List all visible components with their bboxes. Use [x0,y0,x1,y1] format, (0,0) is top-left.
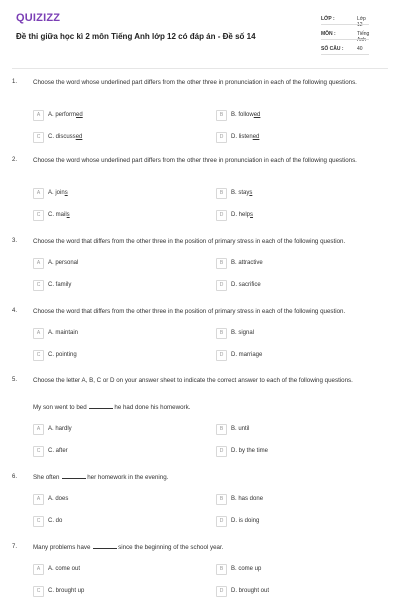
option-label: C. discussed [48,134,83,140]
option-letter-box: B [216,328,227,339]
option-label: C. do [48,518,63,524]
question-text: Choose the word whose underlined part differs from the other three in pronunciation in each of the following questions. [33,79,357,86]
option-letter-box: D [216,210,227,221]
option-label: C. brought up [48,588,85,594]
option-label: B. followed [231,112,261,118]
option-label: C. after [48,448,68,454]
option-label: B. signal [231,330,255,336]
divider [321,39,369,40]
question-sentence: My son went to bed he had done his homework. [33,404,191,411]
option-letter-box: B [216,188,227,199]
header-divider [12,68,388,69]
meta-key: SỐ CÂU : [321,46,344,52]
option-letter-box: B [216,494,227,505]
option-label: B. until [231,426,250,432]
option-letter-box: C [33,446,44,457]
question-text: Choose the word whose underlined part differs from the other three in pronunciation in each of the following questions. [33,157,357,164]
question-number: 6. [12,474,18,480]
question-text: Choose the word that differs from the other three in the position of primary stress in each of the following question. [33,238,346,245]
question-number: 2. [12,157,18,163]
option-label: B. attractive [231,260,263,266]
option-label: C. mails [48,212,70,218]
option-letter-box: C [33,586,44,597]
answer-blank [62,478,86,479]
answer-blank [89,408,113,409]
option-letter-box: C [33,210,44,221]
question-text: Many problems have since the beginning of the school year. [33,544,224,551]
option-letter-box: A [33,564,44,575]
question-text: Choose the word that differs from the other three in the position of primary stress in each of the following question. [33,308,346,315]
question-text: Choose the letter A, B, C or D on your answer sheet to indicate the correct answer to each of the following questions. [33,377,353,384]
option-letter-box: D [216,132,227,143]
meta-key: MÔN : [321,31,336,37]
option-letter-box: A [33,110,44,121]
option-letter-box: B [216,110,227,121]
option-label: D. sacrifice [231,282,261,288]
question-number: 5. [12,377,18,383]
option-letter-box: D [216,446,227,457]
option-label: A. performed [48,112,83,118]
option-label: D. is doing [231,518,260,524]
option-label: D. helps [231,212,254,218]
option-letter-box: B [216,258,227,269]
question-number: 3. [12,238,18,244]
question-text: She often her homework in the evening. [33,474,169,481]
option-label: A. does [48,496,69,502]
option-letter-box: D [216,516,227,527]
option-label: A. hardly [48,426,72,432]
answer-blank [93,548,117,549]
option-label: D. brought out [231,588,270,594]
option-label: A. maintain [48,330,79,336]
option-label: B. has done [231,496,264,502]
meta-key: LỚP : [321,16,335,22]
worksheet-header [0,0,400,64]
option-label: A. come out [48,566,81,572]
option-letter-box: D [216,280,227,291]
question-number: 4. [12,308,18,314]
quizizz-logo: QUIZIZZ [16,12,61,24]
option-letter-box: C [33,280,44,291]
meta-value: Lớp 12 [357,16,366,28]
divider [321,54,369,55]
option-label: D. marriage [231,352,263,358]
option-letter-box: B [216,424,227,435]
option-letter-box: D [216,350,227,361]
option-letter-box: A [33,424,44,435]
option-letter-box: C [33,350,44,361]
option-label: D. listened [231,134,260,140]
meta-value: Tiếng Anh [357,31,370,43]
option-label: C. pointing [48,352,77,358]
option-label: A. personal [48,260,79,266]
option-letter-box: B [216,564,227,575]
option-label: D. by the time [231,448,269,454]
question-number: 7. [12,544,18,550]
option-letter-box: A [33,494,44,505]
option-letter-box: C [33,516,44,527]
meta-value: 40 [357,46,363,52]
option-letter-box: A [33,258,44,269]
divider [321,24,369,25]
option-letter-box: D [216,586,227,597]
option-letter-box: C [33,132,44,143]
option-label: B. stays [231,190,253,196]
question-number: 1. [12,79,18,85]
option-label: C. family [48,282,72,288]
option-letter-box: A [33,328,44,339]
worksheet-title: Đề thi giữa học kì 2 môn Tiếng Anh lớp 12 có đáp án - Đề số 14 [16,32,256,41]
option-label: A. joins [48,190,68,196]
option-letter-box: A [33,188,44,199]
option-label: B. come up [231,566,262,572]
